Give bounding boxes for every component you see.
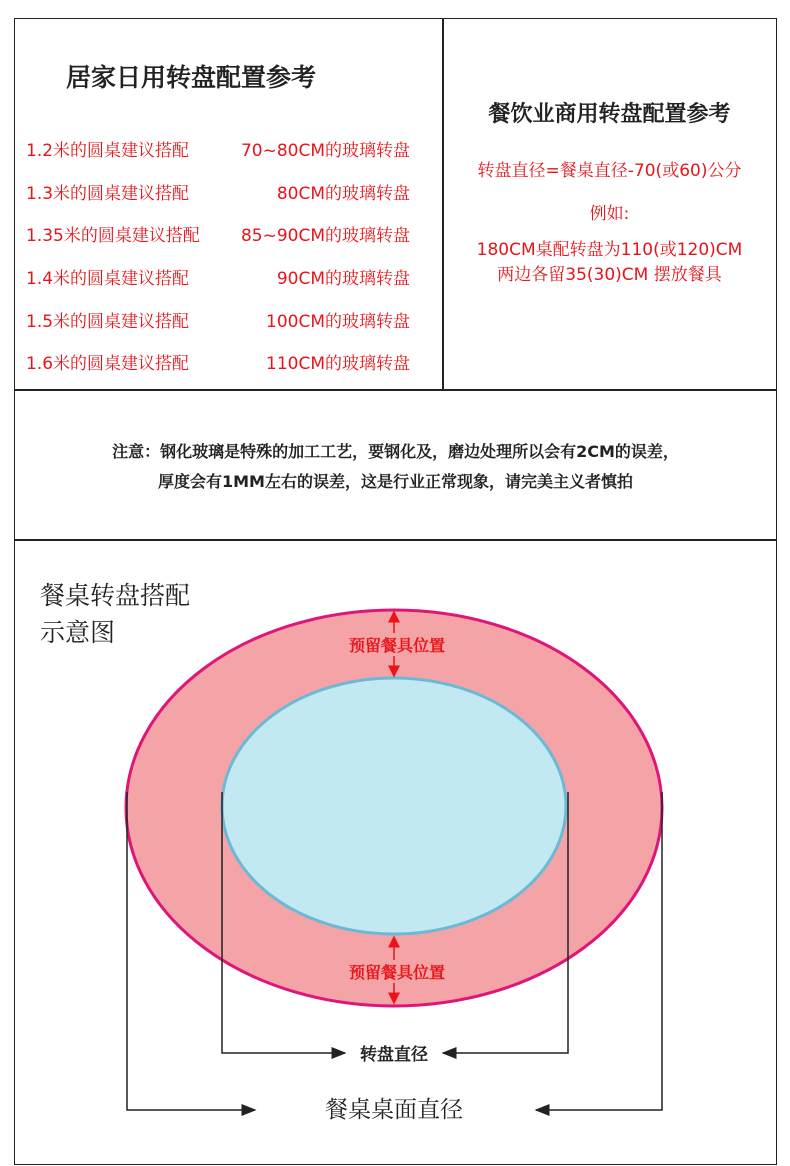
diagram-title-line1: 餐桌转盘搭配	[40, 581, 191, 610]
turntable-diameter-label: 转盘直径	[360, 1045, 428, 1065]
table-diameter-label: 餐桌桌面直径	[325, 1097, 463, 1123]
home-row-turntable: 90CM的玻璃转盘	[276, 269, 410, 289]
reserve-top-label: 预留餐具位置	[348, 636, 446, 655]
reserve-bottom-label: 预留餐具位置	[348, 963, 446, 982]
home-row-turntable: 110CM的玻璃转盘	[266, 354, 410, 374]
home-row-table: 1.35米的圆桌建议搭配	[26, 226, 200, 246]
commercial-formula: 转盘直径=餐桌直径-70(或60)公分	[477, 161, 742, 181]
commercial-example-line1: 180CM桌配转盘为110(或120)CM	[476, 240, 743, 260]
notice-line1: 注意：钢化玻璃是特殊的加工工艺，要钢化及，磨边处理所以会有2CM的误差，	[112, 442, 679, 461]
commercial-config-title: 餐饮业商用转盘配置参考	[488, 102, 731, 127]
home-row-table: 1.2米的圆桌建议搭配	[26, 141, 190, 161]
home-row-turntable: 70~80CM的玻璃转盘	[240, 141, 410, 161]
home-row-table: 1.6米的圆桌建议搭配	[26, 354, 190, 374]
home-row-turntable: 100CM的玻璃转盘	[266, 312, 410, 332]
notice-line2: 厚度会有1MM左右的误差，这是行业正常现象，请完美主义者慎拍	[158, 472, 633, 491]
commercial-example-line2: 两边各留35(30)CM 摆放餐具	[497, 265, 722, 285]
home-row-table: 1.3米的圆桌建议搭配	[26, 184, 190, 204]
home-row-table: 1.4米的圆桌建议搭配	[26, 269, 190, 289]
home-row-table: 1.5米的圆桌建议搭配	[26, 312, 190, 332]
home-row-turntable: 80CM的玻璃转盘	[276, 184, 410, 204]
turntable-ellipse	[222, 678, 566, 934]
diagram-title-line2: 示意图	[40, 618, 116, 647]
commercial-example-label: 例如:	[589, 204, 630, 224]
home-config-title: 居家日用转盘配置参考	[66, 63, 317, 92]
home-row-turntable: 85~90CM的玻璃转盘	[240, 226, 410, 246]
